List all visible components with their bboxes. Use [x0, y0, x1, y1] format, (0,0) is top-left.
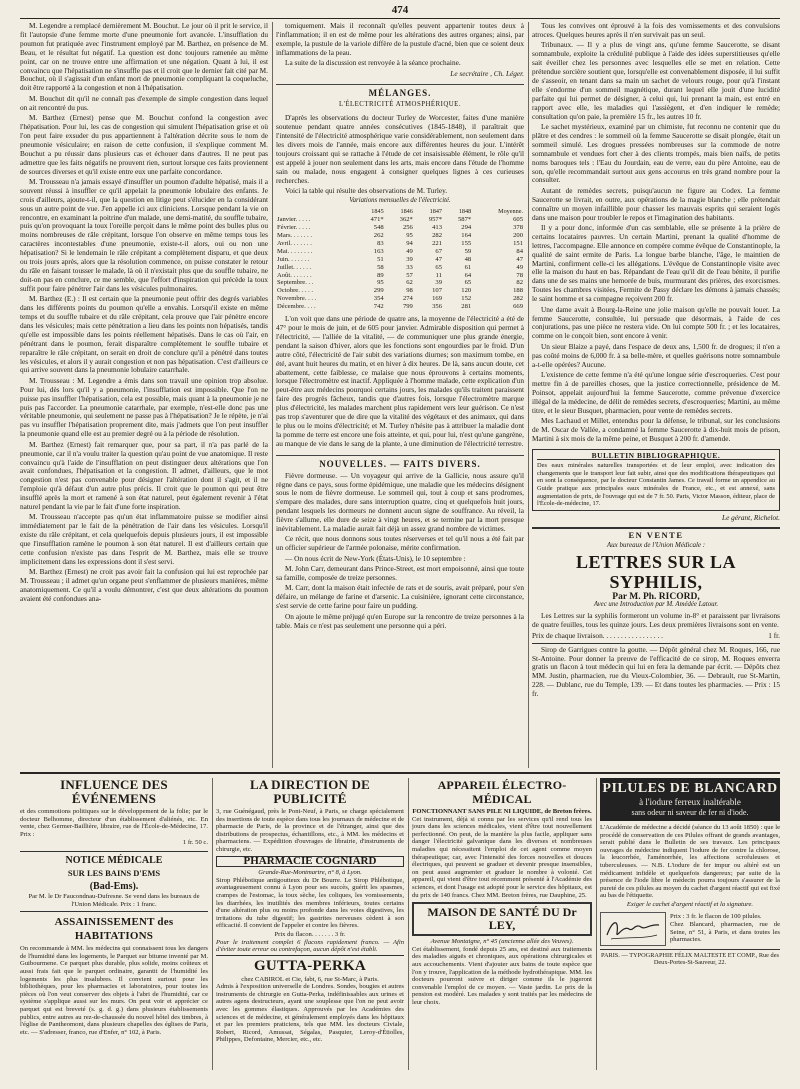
- sale-introduction: Avec une Introduction par M. Amédée Latour.: [593, 601, 719, 609]
- table-row: [276, 248, 524, 256]
- paragraph: La suite de la discussion est renvoyée à la séance prochaine.: [285, 58, 461, 68]
- table-header-cell: [276, 208, 356, 216]
- ad-ems-subtitle: SUR LES BAINS D'EMS: [67, 867, 161, 878]
- paragraph: tomiquement. Mais il reconnaît qu'elles peuvent appartenir toutes deux à l'inflammation; il en est de même pour les altérations des autres organes; ainsi, par exemple, la pustule de la variole diffère de la pustule d'acné, bien que ce soient deux inflammations de la peau.: [276, 22, 524, 57]
- table-cell: 120: [461, 287, 472, 295]
- paragraph: M. Trousseau : M. Legendre a émis dans son travail une opinion trop absolue. Pour lui, dès lors qu'il y a pneumonie, l'insufflation est impossible. Que l'on ne puisse pas insuffler l'hépatisation, cela est possible, mais quant à la pneumonie je ne puis pas l'accorder. La pneumonie catarrhale, par exemple, n'est-elle donc pas une véritable pneumonie, qui seulement ne passe pas à l'hépatisation? Je le répète, je n'ai pas vu insuffler l'hépatisation proprement dite, mais j'admets que l'on peut insuffler la pneumonie quand elle est au premier degré ou à la période de résolution.: [20, 375, 268, 439]
- table-cell: 200: [513, 232, 523, 240]
- table-cell: Mai. . . . . . . .: [277, 247, 313, 255]
- table-cell: 11: [435, 271, 443, 279]
- table-cell: 799: [402, 303, 413, 311]
- table-cell: 262: [373, 232, 384, 240]
- ad-maison-title: MAISON DE SANTÉ DU Dr LEY,: [412, 902, 592, 936]
- table-cell: 83: [377, 239, 384, 247]
- electricity-table: [276, 208, 524, 311]
- ad-maison-subtitle: Avenue Montaigne, n° 45 (ancienne allée des Veuves).: [430, 938, 574, 946]
- table-cell: 282: [432, 232, 443, 240]
- article-subtitle: L'ÉLECTRICITÉ ATMOSPHÉRIQUE.: [338, 101, 462, 109]
- table-cell: Novembre. . . .: [277, 295, 317, 303]
- sale-price-label: Prix de chaque livraison. . . . . . . . . . . . . . . . .: [532, 630, 663, 640]
- table-cell: 274: [402, 295, 413, 303]
- paragraph: — On nous écrit de New-York (États-Unis), le 10 septembre :: [285, 553, 466, 563]
- table-cell: 354: [373, 295, 384, 303]
- table-cell: 742: [373, 303, 384, 311]
- ad-publicite-title: LA DIRECTION DE PUBLICITÉ: [249, 778, 371, 806]
- table-header-row: [276, 208, 524, 216]
- ad-column-4: [600, 778, 780, 1070]
- ad-divider: [408, 778, 409, 1070]
- paragraph: Autant de remèdes secrets, puisqu'aucun ne figure au Codex. La femme Saucerotte se livrait, en outre, aux opérations de la magie blanche ; elle prétendait connaître un moyen infaillible pour chasser les mauvais esprits qui seraient logés dans une maison pour troubler le repos et l'imagination des habitants.: [532, 185, 780, 222]
- table-cell: 94: [406, 239, 413, 247]
- table-header-cell: 1846: [400, 208, 413, 216]
- table-cell: 107: [432, 287, 443, 295]
- ad-cogniard-price: Prix du flacon. . . . . . . 3 fr.: [274, 930, 346, 938]
- table-cell: 151: [513, 239, 523, 247]
- table-cell: 281: [461, 303, 472, 311]
- table-cell: 57: [406, 271, 413, 279]
- table-cell: 82: [516, 279, 523, 287]
- ad-column-2: [216, 778, 404, 1070]
- table-cell: 47: [435, 255, 443, 263]
- paragraph: D'après les observations du docteur Turley de Worcester, faites d'une manière soutenue pendant quatre années consécutives (1845-1848), il paraîtrait que l'intensité de l'électricité atmosphérique varie considérablement, non seulement dans les divers mois de l'année, mais encore aux différentes heures du jour. L'intérêt toujours croissant qui se rattache à l'étude de cet insaisissable élément, le rôle qu'il est appelé à jouer non seulement dans les arts, mais encore dans l'étude de l'homme sain ou malade, nous engagent à consigner quelques lignes à ces curieuses recherches.: [276, 113, 524, 185]
- table-cell: 49: [406, 247, 413, 255]
- table-cell: Septembre. . .: [277, 279, 314, 287]
- table-body: [276, 216, 524, 311]
- ad-blancard-title: PILULES DE BLANCARD: [602, 781, 778, 796]
- table-caption: Variations mensuelles de l'électricité.: [349, 197, 451, 205]
- table-cell: 64: [464, 271, 472, 279]
- ad-blancard-seal-row: [600, 912, 780, 946]
- table-cell: 299: [373, 287, 384, 295]
- table-cell: Avril. . . . . . .: [277, 239, 312, 247]
- table-row: [276, 272, 524, 280]
- gerant-signature: Le gérant, Richelot.: [722, 512, 780, 522]
- bibliography-bulletin: [532, 449, 780, 511]
- paragraph: L'existence de cette femme n'a été qu'une longue série d'escroqueries. C'est pour mettre fin à de pareilles choses, que la justice correctionnelle, présidence de M. Poinsot, appelait aujourd'hui la femme Saucerotte, comme prévenue d'exercice illégal de la médecine, de délit de remèdes secrets, d'escroqueries; Martini, au même titre, et le sieur Busquet, pharmacien, pour vente de remèdes secrets.: [532, 369, 780, 415]
- table-cell: 294: [461, 224, 472, 232]
- ad-influence-text: et des commotions politiques sur le développement de la folie; par le docteur Belhomme, directeur d'un établissement d'aliénés, etc. En vente, chez Germer-Baillière, libraire, rue de l'École-de-Médecine, 17. Prix :: [20, 808, 208, 838]
- ad-maison-text: Cet établissement, fondé depuis 25 ans, est destiné aux traitements des maladies aiguës et chroniques, aux opérations chirurgicales et aux accouchements. Vient d'ajouter aux bains de toute espèce que l'on y trouve, l'application de la méthode hydrothérapique. MM. les docteurs pourront suivre et diriger comme ils le jugeront convenable l'emploi de ce moyen. — Vaste jardin. Le prix de la pension est modéré. Les malades y sont traités par les médecins de leur choix.: [412, 945, 592, 1006]
- ad-cogniard-title: PHARMACIE COGNIARD: [216, 856, 404, 868]
- table-cell: Juillet. . . . . .: [277, 263, 312, 271]
- top-rule: [20, 18, 780, 19]
- ad-assainissement-title: ASSAINISSEMENT des HABITATIONS: [20, 911, 208, 943]
- table-cell: 48: [464, 255, 472, 263]
- ad-cogniard-note: Pour le traitement complet 6 flacons rapidement franco. — Afin d'éviter toute erreur ou contrefaçon, aucun dépôt n'est établi.: [216, 938, 404, 954]
- paragraph: Mes Lachaud et Millet, entendus pour la défense, le tribunal, sur les conclusions de M. Oscar de Vallée, a condamné la femme Saucerotte à dix-huit mois de prison, Martini à six mois de la même peine, et Busquet à 200 fr. d'amende.: [532, 415, 780, 443]
- ad-publicite-text: 3, rue Guénégaud, près le Pont-Neuf, à Paris, se charge spécialement des insertions de toute espèce dans tous les journaux de médecine et de pharmacie de Paris, de la province et de l'étranger, ainsi que des distributions de prospectus, échantillons, etc., à MM. les médecins et pharmaciens. — Expédition d'ouvrages de librairie, d'instruments de chirurgie, etc.: [216, 808, 404, 853]
- table-cell: 78: [516, 271, 523, 279]
- paragraph: M. Barthez (Ernest) fait remarquer que, pour sa part, il n'a pas parlé de la pneumonie, car il n'a voulu traiter la question qu'au point de vue anatomique. Il reste convaincu qu'à l'aide de l'insufflation on peut distinguer deux altérations que l'on avait confondues, l'hépatisation et la congestion. Il admet, d'ailleurs, que le mot congestion n'est pas convenable pour désigner l'altération dont il s'agit, et il ne l'emploie qu'à défaut d'un autre plus précis. Il croit que le poumon qui peut être insufflé après la mort et ramené à son état naturel, peut également revenir à l'état naturel pendant la vie par le fait d'une forte inspiration.: [20, 439, 268, 512]
- table-row: [276, 240, 524, 248]
- paragraph: Une dame avait à Bourg-la-Reine une jolie maison qu'elle ne pouvait louer. La femme Saucerotte, consultée, lui persuade que désormais, à l'aide de ces conjurations, pas une pièce ne restera vide. On lui compte 500 fr. ; et les locataires, comme on le conçoit bien, sont encore à venir.: [532, 304, 780, 341]
- ad-divider: [212, 778, 213, 1070]
- table-cell: 413: [432, 224, 443, 232]
- table-cell: 155: [461, 239, 472, 247]
- ad-electro-title: APPAREIL ÉLECTRO-MÉDICAL: [437, 778, 567, 806]
- table-cell: 164: [461, 232, 472, 240]
- table-cell: 51: [377, 255, 384, 263]
- table-cell: 256: [402, 224, 413, 232]
- paragraph: M. Trousseau n'a jamais essayé d'insuffler un poumon d'adulte hépatisé, mais il a souvent réussi à insuffler ce qu'il appelait la pneumonie lobulaire des enfants. Je crois d'ailleurs, ajoute-t-il, que la question en litige peut s'élucider en la considérant sous un autre point de vue. J'en appelle ici aux cliniciens. Lorsque pendant la vie on rencontre, en examinant la poitrine d'un malade, une demi-matité, du souffle tubaire, puis qu'on provoquant la toux l'oreille perçoit dans le même point des bulles plus ou moins nombreuses de râle crépitant, lorsque l'on observe en même temps tous les caractères incontestables d'une pneumonie, existe-t-il alors, oui ou non une hépatisation? Si le lendemain le râle crépitant a complètement disparu, et que deux ou trois jours après, alors que la résolution commence, on puisse constater le retour du râle en faisant tousser le malade, là où il n'existait plus que du souffle tubaire, ne doit-on pas en conclure, ce me semble, que l'effort d'inspiration qui précède la toux suffit pour faire pénétrer l'air dans les vésicules pulmonaires.: [20, 176, 268, 293]
- table-cell: 39: [435, 279, 443, 287]
- table-row: [276, 303, 524, 311]
- table-cell: 84: [516, 247, 523, 255]
- table-cell: 58: [377, 263, 384, 271]
- table-cell: 548: [373, 224, 384, 232]
- table-cell: 282: [513, 295, 523, 303]
- table-cell: 362*: [399, 216, 413, 224]
- table-header-cell: 1845: [371, 208, 384, 216]
- paragraph: Tribunaux. — Il y a plus de vingt ans, qu'une femme Saucerotte, se disant somnambule, exploite la crédulité publique à l'aide des idées superstitieuses qu'elle sait éveiller chez les personnes avec lesquelles elle se met en relation. Cette prétendue sorcière soutient que, lorsqu'elle est convenablement disposée, il lui suffit de s'asseoir, en tenant dans sa main un sachet de velours rouge, pour qu'à l'instant elle s'endorme d'un sommeil magnétique, durant lequel elle jouit d'une lucidité parfaite qui lui permet de désigner, à celui qui, lui prenant la main, est entré en rapport avec elle, les maladies qui l'assiègent, et d'en indiquer le remède; consultation qu'on paie, la première 15 fr., les autres 10 fr.: [532, 40, 780, 121]
- sale-price: 1 fr.: [768, 630, 780, 640]
- ad-blancard-banner: [600, 778, 780, 821]
- paragraph: Il y a pour donc, informée d'un cas semblable, elle se présente à la prière de certains locataires pauvres. Un certain Martini, prenant la qualité d'homme de lettres, l'accompagne. Elle annonce en compère comme évêque de Constantinople, la qualité de saint ermite de Paris. La longue barbe blanche, l'âge, le maintien de Martini, confirment celle-ci les allégations. L'évêque de Constantinople visite avec elle la maison du haut en bas. Répandant de l'eau qu'il dit de l'eau bénite, il purifie dans une de ses mains une hemorée de buis, murmurant des prières, des exorcismes. Toutes les chambres visitées, Fermite de Passy déclare les démons à jamais chassés; le saint homme et sa compagne reçoivent 200 fr.: [532, 222, 780, 304]
- column-1: [20, 22, 268, 768]
- table-cell: 669: [513, 303, 523, 311]
- table-cell: 39: [406, 255, 413, 263]
- paragraph: Fièvre dormeuse. — Un voyageur qui arrive de la Gallicie, nous assure qu'il règne dans ce pays, sous forme épidémique, une maladie que les médecins désignent sous le nom de fièvre dormeuse. Le sommeil qui, tout à coup et sans prodromes, s'empare des malades, dure sans interruption quatre, cinq et quelquefois huit jours, pendant lesquels les dormeurs ne donnent aucun signe de souffrance. Au réveil, la fièvre s'allume, elle dure de seize à vingt heures, et se termine par la mort presque inévitablement. La maladie aurait fait déjà un assez grand nombre de victimes.: [276, 470, 524, 534]
- table-cell: 59: [464, 247, 472, 255]
- ad-electro-text: Cet instrument, déjà si connu par les services qu'il rend tous les jours dans les sciences médicales, vient d'être tout nouvellement perfectionné. On peut, de la manière la plus facile, appliquer sans danger l'électricité galvanique dans les diverses et nombreuses maladies qui nécessitent l'emploi de cet agent comme moyen thérapeutique; car, avec l'intensité des forces nouvelles et douces électriques, qui peuvent se graduer et devenir presque insensibles, on peut aussi augmenter et graduer le nombre à volonté. Cet appareil, qui vient d'être tout récemment présenté à l'Académie des sciences, et dont l'usage est adopté pour le service des hôpitaux, est du prix de 140 francs. Chez MM. Breton frères, rue Dauphine, 25.: [412, 815, 592, 899]
- table-cell: 65: [435, 263, 443, 271]
- table-cell: 47: [516, 255, 523, 263]
- paragraph: Le sachet mystérieux, examiné par un chimiste, fut reconnu ne contenir que du plâtre et des cendres : le sommeil où la femme Saucerotte se disait plongée, était un sommeil simulé. Les drogues pressées nombreuses sur la commode de notre somnambule et vendues fort cher à des clients trompés, mais bien naïfs, de petits noms baroques tels : l'Eau du Jourdain, eau de verre, eau du père Antoine, eau de son, qu'elle recommandait surtout aux gens accourus en très grand nombre pour la consulter.: [532, 121, 780, 185]
- sale-price-line: [532, 632, 780, 641]
- sale-description: Les Lettres sur la syphilis formeront un volume in-8° et paraissent par livraisons de quatre feuilles, tous les quinze jours. Les deux premières livraisons sont en vente.: [532, 611, 780, 630]
- paragraph: M. Barthez (Ernest) ne croit pas avoir fait la confusion qui lui est reprochée par M. Trousseau ; il admet qu'un organe peut s'enflammer de plusieurs manières, même anatomiquement. Ce qu'il a voulu démontrer, c'est que deux altérations du poumon avaient été confondues ana-: [20, 567, 268, 604]
- table-cell: 62: [406, 279, 413, 287]
- table-cell: Octobre. . . . .: [277, 287, 314, 295]
- ad-assainissement-text: On recommande à MM. les médecins qui connaissent tous les dangers de l'humidité dans les logements, le Parquet sur bitume inventé par M. Guibourmene. Ce parquet plus durable, plus solide, moins coûteux et aussi frais fait que le parquet ordinaire, garantit de l'humidité les logements les plus insalubres. Il convient surtout pour les bibliothèques, pour les pharmacies et laboratoires, pour toutes les pièces où l'on veut conserver des objets à l'abri de l'humidité, car ce système s'applique aussi sur les murs. On peut voir et apprécier ce parquet qui est breveté (s. g. d. g.) dans plusieurs établissements publics, entre autres au rez-de-chaussée du nouvel hôtel des timbres, à l'église de Pantheomont, dans plusieurs chapelles des églises de Paris, etc. — S'adresser, franco, rue d'Enfer, n° 102, à Paris.: [20, 945, 208, 1036]
- ad-blancard-subtitle: à l'iodure ferreux inaltérable: [639, 797, 741, 807]
- section-title-nouvelles: NOUVELLES. — FAITS DIVERS.: [276, 455, 524, 469]
- section-title-melanges: MÉLANGES.: [276, 84, 524, 98]
- table-cell: 356: [432, 303, 443, 311]
- paragraph: M. Legendre a remplacé dernièrement M. Bouchut. Le jour où il prit le service, il fit l'autopsie d'une femme morte d'une pneumonie fort avancée. L'insufflation du poumon fut pratiquée avec l'instrument employé par M. Barthez, en présence de M. Beau, et le résultat fut négatif. La question est donc toujours ramenée au même point, car on ne trouve entre une affirmation et une négation. Quant à lui, il est convaincu que l'hépatisation ne s'insuffle pas et il croit que le dernier fait cité par M. Bouchut, où il s'agissait d'un enfant mort de pneumonie compliquant la coqueluche, doit être rapporté à la congestion et non à l'hépatisation.: [20, 22, 268, 93]
- signature-icon: [603, 915, 663, 943]
- paragraph: M. Bouchut dit qu'il ne connaît pas d'exemple de simple congestion dans lequel on ait rencontré du pus.: [20, 93, 268, 112]
- page-number: 474: [391, 4, 409, 16]
- column-2: [276, 22, 524, 768]
- ad-ems-text: Par M. le Dr Faucondnau-Dufresne. Se vend dans les bureaux de l'Union Médicale. Prix : 1 franc.: [28, 892, 200, 908]
- table-row: [276, 232, 524, 240]
- ad-column-1: [20, 778, 208, 1070]
- table-cell: Août. . . . . . .: [277, 271, 312, 279]
- table-cell: Février. . . . .: [277, 224, 311, 232]
- table-cell: Décembre. . . .: [277, 303, 316, 311]
- paragraph: M. Barthez (Ernest) pense que M. Bouchut confond la congestion avec l'hépatisation. Pour lui, les cas de congestion qui simulent l'hépatisation grise et où l'on peut faire exsuder du pus appartiennent à l'altération décrite sous le nom de pneumonie vésiculaire; en raison de cette confusion, il s'explique comment M. Bouchut a pu réussir dans plusieurs cas et échouer dans d'autres. Il ne peut pas admettre que les faits négatifs ne prouvent rien, surtout lorsque ces faits proviennent de sources diverses et qu'il existe entre eux une parfaite concordance.: [20, 113, 268, 176]
- table-row: [276, 287, 524, 295]
- table-cell: 65: [464, 279, 472, 287]
- table-cell: 49: [516, 263, 523, 271]
- column-3: [532, 22, 780, 768]
- paragraph: Ce récit, que nous donnons sous toutes réserverses et tel qu'il nous a été fait par un officier supérieur de l'armée polonaise, mérite confirmation.: [276, 534, 524, 553]
- table-cell: 33: [406, 263, 413, 271]
- table-cell: 152: [461, 295, 472, 303]
- sirop-notice: Sirop de Garrigues contre la goutte. — Dépôt général chez M. Roques, 166, rue St-Antoine. Pour donner la preuve de l'efficacité de ce sirop, M. Roques enverra gratis un flacon à tout médecin qui lui en fera la demande par écrit. — Dépôts chez MM. Justin, pharmacien, rue du Vieux-Colombier, 36. — Debrault, rue St-Martin, 228. — Dublanc, rue du Temple, 139. — Et dans toutes les pharmacies. — Prix : 15 fr.: [532, 644, 780, 699]
- ad-ems-subtitle-2: (Bad-Ems).: [89, 880, 139, 892]
- paragraph: M. John Carr, demeurant dans Prince-Street, est mort empoisonné, ainsi que toute sa famille, composée de treize personnes.: [276, 564, 524, 583]
- ad-blancard-subtitle-2: sans odeur ni saveur de fer ni d'iode.: [631, 808, 749, 817]
- table-cell: 587*: [458, 216, 472, 224]
- paragraph: M. Trousseau n'accepte pas qu'un état inflammatoire puisse se modifier ainsi immédiatement par le fait de la pénétration de l'air dans les vésicules. Lorsqu'il existe du râle crépitant, et cela quelquefois depuis plusieurs jours, il est impossible que l'insufflation ramène le poumon à son état naturel. Il est d'ailleurs certain que cette confusion n'existe pas dans l'esprit de M. Barthez, mais elle se trouve implicitement dans les expressions dont il s'est servi.: [20, 512, 268, 566]
- table-row: [276, 256, 524, 264]
- ad-gutta-title: GUTTA-PERKA: [216, 955, 404, 974]
- table-cell: 163: [373, 247, 384, 255]
- advertisements-band: [20, 772, 780, 1074]
- table-cell: 61: [464, 263, 472, 271]
- ad-ems-title: NOTICE MÉDICALE: [20, 851, 208, 866]
- column-divider: [528, 22, 529, 768]
- table-cell: 89: [377, 271, 384, 279]
- table-row: [276, 216, 524, 224]
- bulletin-text: Des eaux minérales naturelles transportées et de leur emploi, avec indication des changements que le transport leur fait subir, ainsi que des modifications thérapeutiques qui en sont la conséquence, par le docteur Constantin James. Ce travail forme un appendice au Guide pratique aux principales eaux minérales de France, etc., et est annexé, sans augmentation de prix, de l'ouvrage qui est de 7 fr. 50. Paris, Victor Masson, éditeur, place de l'École-de-médecine, 17.: [537, 462, 775, 508]
- ad-divider: [596, 778, 597, 1070]
- table-cell: 378: [513, 224, 523, 232]
- table-header-cell: 1848: [458, 208, 472, 216]
- table-row: [276, 224, 524, 232]
- ad-blancard-price: Prix : 3 fr. le flacon de 100 pilules.: [670, 913, 762, 921]
- table-row: [276, 295, 524, 303]
- bulletin-title: BULLETIN BIBLIOGRAPHIQUE.: [537, 452, 775, 461]
- table-header-cell: Moyenne.: [498, 208, 523, 216]
- paragraph: M. Carr, dont la maison était infectée de rats et de souris, avait préparé, pour s'en défaire, un mélange de farine et d'arsenic. La cuisinière, ignorant cette circonstance, s'est servie de cette farine pour faire un pudding.: [276, 583, 524, 611]
- sale-heading: EN VENTE: [532, 527, 780, 540]
- paragraph: Un sieur Blaize a payé, dans l'espace de deux ans, 1,500 fr. de drogues; il n'en a pas coûté moins de 6,000 fr. à sa belle-mère, et quelles guérisons notre somnambule a-t-elle opérées? Aucune.: [532, 341, 780, 369]
- table-cell: 98: [406, 287, 413, 295]
- table-cell: 188: [513, 287, 523, 295]
- ad-blancard-chez: Chez Blancard, pharmacien, rue de Seine, n° 51, à Paris, et dans toutes les pharmacies.: [670, 920, 780, 944]
- ad-influence-title: INFLUENCE DES ÉVÉNEMENS: [60, 778, 168, 806]
- ad-gutta-address: chez CABIROL et Cie, fabt, 6, rue St-Marc, à Paris.: [241, 975, 379, 983]
- ad-blancard-details: [670, 913, 780, 943]
- paragraph: L'on voit que dans une période de quatre ans, la moyenne de l'électricité a été de 47° pour le mois de juin, et de 605 pour janvier. Admirable disposition qui permet à l'électricité, — l'alliée de la vitalité, — de communiquer une plus grande énergie, pendant la saison d'hiver, alors que les fonctions sont engourdies par le froid. D'un autre côté, l'électricité de l'air subit des variations diurnes; son maximum tombe, en été, avant huit heures du matin, et en hiver à dix heures. De là, sans aucun doute, cet abattement, cette faiblesse, ce malaise que nous éprouvons à certains moments, lorsque l'électromètre est inactif. Appliquée à l'homme malade, cette explication d'un peut-être aux médecins pourquoi certains jours, les malades qu'ils traitent paraissent faire des progrès fâcheux, tandis que d'autres fois, lorsque l'électromètre marque plus d'électricité, les malades marchent plus rapidement vers leur guérison. Ce n'est pas trop s'aventurer que de dire que la vitalité des végétaux et des animaux, qui dans le plus ou le moins d'électricité; et M. Turley n'hésite pas à attribuer la maladie dont la pomme de terre est encore une fois atteinte, et qui, pour lui, n'est qu'une gangrène, au manque de vie dans le sang de la plante, à une diminution de l'électricité terrestre.: [276, 314, 524, 448]
- ad-blancard-exiger: Exiger le cachet d'argent réactif et la signature.: [626, 900, 754, 908]
- paragraph: Voici la table qui résulte des observations de M. Turley.: [285, 186, 448, 195]
- table-cell: 471*: [370, 216, 384, 224]
- blancard-signature-image: [600, 912, 666, 946]
- ad-cogniard-text: Sirop Phlébotique antigoutteux du Dr Bourre. Le Sirop Phlébotique, avantageusement connu à Lyon pour ses succès, guérit les spasmes, crampes de l'estomac, la toux sèche, les coliques, les vomissements, les diarrhées, les inutilités des membres inférieurs, toutes certains d'une altération plus ou moins profonde dans les voies digestives, les irritations du tube digestif; les gastrites nerveuses cèdent à son efficacité. Il convient de l'appeler et contre les fièvres.: [216, 876, 404, 930]
- table-cell: 221: [432, 239, 443, 247]
- table-header-cell: 1847: [429, 208, 443, 216]
- table-cell: 95: [377, 279, 384, 287]
- ad-column-3: [412, 778, 592, 1070]
- ad-cogniard-address: Grande-Rue-Montmartre, n° 8, à Lyon.: [258, 869, 362, 877]
- table-cell: 169: [432, 295, 443, 303]
- paragraph: On ajoute le même préjugé qu'en Europe sur la rencontre de treize personnes à la table. Mais ce n'est pas seulement une personne qui a péri.: [276, 611, 524, 630]
- sale-subheading: Aux bureaux de l'Union Médicale :: [606, 540, 706, 549]
- ad-gutta-text: Admis à l'exposition universelle de Londres. Sondes, bougies et autres instruments de chirurgie en Gutta-Perka, indéfinissables aux urines et autres agens destructeurs, ayant une souplesse que l'on ne peut avoir avec les gommes élastiques. Approuvés par les Académies des sciences et de médecine, et généralement employés dans les hôpitaux et par les premiers praticiens, tels que MM. les docteurs Civiale, Robert, Ricord, Amussat, Ségalas, Pasquier, Leroy-d'Étiolles, Philippes, Defontaine, Mercier, etc., etc.: [216, 983, 404, 1044]
- sale-book-title: LETTRES SUR LA SYPHILIS,: [575, 551, 737, 592]
- sale-author: Par M. Ph. RICORD,: [612, 591, 700, 602]
- table-cell: 67: [435, 247, 443, 255]
- printer-footer: PARIS. — TYPOGRAPHIE FÉLIX MALTESTE ET COMP., Rue des Deux-Portes-St-Sauveur, 22.: [600, 949, 780, 967]
- column-divider: [272, 22, 273, 768]
- table-cell: 95: [406, 232, 413, 240]
- paragraph: Tous les convives ont éprouvé à la fois des vomissements et des convulsions atroces. Quelques heures après il n'en survivait pas un seul.: [532, 22, 780, 39]
- secretary-signature: Le secrétaire , Ch. Léger.: [450, 68, 524, 78]
- table-cell: Mars. . . . . . .: [277, 232, 312, 240]
- table-cell: 605: [513, 216, 523, 224]
- ad-electro-subtitle: FONCTIONNANT SANS PILE NI LIQUIDE, de Breton frères.: [412, 808, 592, 815]
- table-cell: Juin. . . . . . .: [277, 255, 310, 263]
- table-row: [276, 279, 524, 287]
- ad-influence-price: 1 fr. 50 c.: [182, 839, 208, 847]
- ad-blancard-text: L'Académie de médecine a décidé (séance du 13 août 1850) : que le procédé de conservation de ces Pilules offrant de grands avantages, serait publié dans le Bulletin de ses travaux. Les principaux ouvrages de médecine indiquent l'iodure de fer contre la chlorose, la leucorrhée, l'aménorrhée, les affections scrofuleuses et tuberculeuses. — N.B. L'iodure de fer impur ou altéré est un médicament infidèle et quelquefois dangereux; par suite de la présence de l'iode libre le médecin pourra toujours s'assurer de la pureté de ces pilules au moyen du cachet d'argent réactif qui est fixé au bas de l'étiquette.: [600, 824, 780, 900]
- table-cell: 957*: [428, 216, 443, 224]
- table-cell: Janvier. . . . .: [277, 216, 311, 224]
- table-row: [276, 264, 524, 272]
- paragraph: M. Barthez (E.) : Il est certain que la pneumonie peut offrir des degrés variables dans les différents points du poumon qu'elle a envahis. Lorsqu'il existe en même temps et du souffle tubaire et du râle crépitant, cela prouve que l'air pénètre encore dans les vésicules; mais cette pénétration a lieu dans les points non hépatisés, tandis qu'elle est impossible dans les points réellement hépatisés. Dans le cas où l'air, en pénétrant dans le poumon, ferait disparaître complètement le souffle tubaire et reparaître le râle crépitant, on serait en droit de conclure qu'il a pénétré dans toutes les vésicules, et alors il y aurait congestion et non pas hépatisation. C'est d'ailleurs ce qui arrive souvent dans la pneumonie lobulaire catarrhale.: [20, 294, 268, 375]
